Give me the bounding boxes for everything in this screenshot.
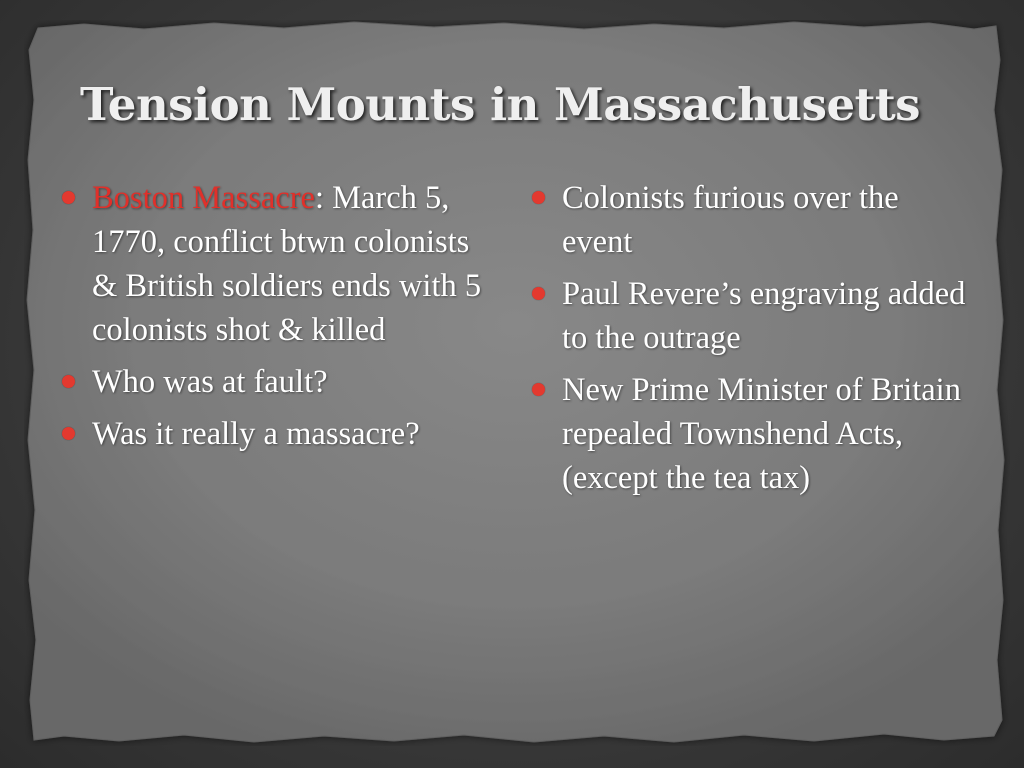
bullet-dot-icon xyxy=(532,191,545,204)
bullet-item xyxy=(62,412,492,456)
bullet-item xyxy=(532,368,972,500)
bullet-text: : March 5, 1770, conflict btwn colonists & British soldiers ends with 5 colonists shot & killed xyxy=(92,180,482,348)
bullet-item xyxy=(532,176,972,264)
bullet-text: Was it really a massacre? xyxy=(92,416,420,452)
left-bullet-list xyxy=(62,176,492,464)
bullet-text: Colonists furious over the event xyxy=(562,180,899,260)
right-bullet-list xyxy=(532,176,972,508)
bullet-item xyxy=(62,360,492,404)
bullet-text: Paul Revere’s engraving added to the outrage xyxy=(562,276,966,356)
bullet-dot-icon xyxy=(532,287,545,300)
key-term: Boston Massacre xyxy=(92,180,315,216)
bullet-dot-icon xyxy=(532,383,545,396)
bullet-dot-icon xyxy=(62,427,75,440)
bullet-item xyxy=(62,176,492,352)
bullet-dot-icon xyxy=(62,191,75,204)
bullet-dot-icon xyxy=(62,375,75,388)
bullet-text: New Prime Minister of Britain repealed Townshend Acts, (except the tea tax) xyxy=(562,372,961,496)
slide-title: Tension Mounts in Massachusetts xyxy=(79,78,921,131)
bullet-text: Who was at fault? xyxy=(92,364,328,400)
bullet-item xyxy=(532,272,972,360)
